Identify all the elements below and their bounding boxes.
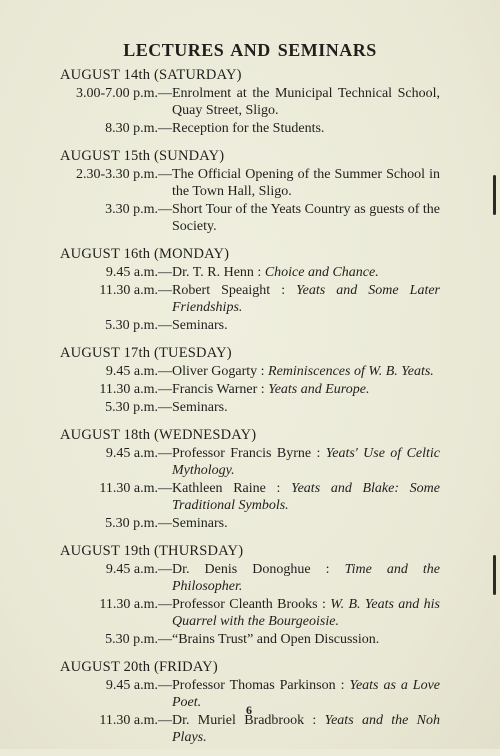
entry-text: “Brains Trust” and Open Discussion. — [172, 632, 380, 647]
schedule-entry — [0, 631, 500, 648]
entry-text: Professor Francis Byrne : — [172, 446, 321, 461]
entry-time-value: 11.30 a.m. — [99, 283, 158, 298]
day-heading: AUGUST 17th (TUESDAY) — [60, 345, 232, 361]
entry-description — [172, 264, 440, 281]
entry-time-value: 5.30 p.m. — [105, 318, 158, 333]
schedule-entry — [0, 399, 500, 416]
lecture-title: W. B. Yeats and his Quarrel with the Bourgeoisie. — [172, 597, 441, 629]
entry-description — [172, 515, 440, 532]
entry-time-value: 9.45 a.m. — [105, 446, 158, 461]
schedule-entry — [0, 480, 500, 514]
entry-text: Kathleen Raine : — [172, 481, 281, 496]
entry-time-value: 5.30 p.m. — [105, 516, 158, 531]
entry-time-value: 9.45 a.m. — [105, 562, 158, 577]
entry-time-value: 11.30 a.m. — [99, 382, 158, 397]
lecture-title: Time and the Philosopher. — [172, 562, 440, 594]
lecture-title: Yeats and the Noh Plays. — [172, 713, 440, 745]
staple-lower — [493, 555, 496, 595]
day-heading: AUGUST 15th (SUNDAY) — [60, 148, 225, 164]
day-heading: AUGUST 14th (SATURDAY) — [60, 67, 242, 83]
entry-time: 5.30 p.m.— — [105, 516, 172, 531]
entry-time: 9.45 a.m.— — [105, 562, 172, 577]
lecture-title: Yeats as a Love Poet. — [172, 678, 441, 710]
entry-text: Seminars. — [172, 516, 228, 531]
day-section — [0, 245, 500, 334]
entry-description — [172, 712, 440, 746]
schedule-entry — [0, 363, 500, 380]
entry-time: 5.30 p.m.— — [105, 318, 172, 333]
lecture-title: Yeats and Europe. — [268, 382, 370, 397]
entry-text: Short Tour of the Yeats Country as guests of the Society. — [172, 202, 440, 234]
entry-text: Robert Speaight : — [172, 283, 286, 298]
entry-time: 11.30 a.m.— — [99, 283, 172, 298]
entry-text: Francis Warner : — [172, 382, 265, 397]
entry-description — [172, 399, 440, 416]
schedule-entry — [0, 264, 500, 281]
entry-time: 3.30 p.m.— — [105, 202, 172, 217]
entry-text: Dr. Denis Donoghue : — [172, 562, 330, 577]
entry-time: 11.30 a.m.— — [99, 382, 172, 397]
day-section — [0, 66, 500, 137]
day-section — [0, 658, 500, 746]
day-heading: AUGUST 19th (THURSDAY) — [60, 543, 244, 559]
lecture-title: Choice and Chance. — [264, 265, 379, 280]
entry-text: Dr. T. R. Henn : — [172, 265, 262, 280]
day-section — [0, 344, 500, 416]
entry-description — [172, 363, 440, 380]
entry-time: 9.45 a.m.— — [105, 446, 172, 461]
entry-description — [172, 317, 440, 334]
day-heading: AUGUST 18th (WEDNESDAY) — [60, 427, 257, 443]
day-section — [0, 542, 500, 648]
entry-time-value: 8.30 p.m. — [105, 121, 158, 136]
lecture-title: Yeats and Some Later Friendships. — [172, 283, 440, 315]
entry-time: 11.30 a.m.— — [99, 597, 172, 612]
entry-text: Seminars. — [172, 318, 228, 333]
lecture-title: Reminiscences of W. B. Yeats. — [268, 364, 434, 379]
entry-time: 9.45 a.m.— — [105, 265, 172, 280]
entry-time: 11.30 a.m.— — [99, 713, 172, 728]
day-section — [0, 147, 500, 235]
entry-time-value: 11.30 a.m. — [99, 713, 158, 728]
entry-time-value: 9.45 a.m. — [105, 265, 158, 280]
entry-description — [172, 445, 440, 479]
lecture-title: Yeats and Blake: Some Traditional Symbols. — [172, 481, 441, 513]
entry-time-value: 11.30 a.m. — [99, 481, 158, 496]
entry-text: Oliver Gogarty : — [172, 364, 265, 379]
entry-description — [172, 677, 440, 711]
schedule-entry — [0, 120, 500, 137]
entry-text: Professor Thomas Parkinson : — [172, 678, 345, 693]
day-heading: AUGUST 16th (MONDAY) — [60, 246, 230, 262]
schedule-entry — [0, 282, 500, 316]
entry-text: Reception for the Students. — [172, 121, 325, 136]
schedule-entry — [0, 85, 500, 119]
entry-text: Enrolment at the Municipal Technical School, Quay Street, Sligo. — [172, 86, 440, 118]
entry-time: 9.45 a.m.— — [105, 678, 172, 693]
entry-time: 5.30 p.m.— — [105, 632, 172, 647]
lecture-title: Yeats' Use of Celtic Mythology. — [172, 446, 441, 478]
schedule-entry — [0, 166, 500, 200]
entry-description — [172, 201, 440, 235]
schedule-entry — [0, 381, 500, 398]
entry-time-value: 9.45 a.m. — [105, 678, 158, 693]
page-number: 6 — [246, 703, 252, 717]
schedule-entry — [0, 445, 500, 479]
schedule-entry — [0, 596, 500, 630]
entry-time: 3.00-7.00 p.m.— — [75, 86, 172, 101]
entry-text: The Official Opening of the Summer School in the Town Hall, Sligo. — [172, 167, 440, 199]
entry-time: 5.30 p.m.— — [105, 400, 172, 415]
staple-upper — [493, 175, 496, 215]
entry-description — [172, 282, 440, 316]
entry-time-value: 3.30 p.m. — [105, 202, 158, 217]
schedule-entry — [0, 561, 500, 595]
entry-time-value: 5.30 p.m. — [105, 632, 158, 647]
entry-description — [172, 480, 440, 514]
day-section — [0, 426, 500, 532]
entry-description — [172, 85, 440, 119]
entry-time-value: 3.00-7.00 p.m. — [75, 86, 158, 101]
schedule-entry — [0, 201, 500, 235]
entry-description — [172, 166, 440, 200]
schedule-entry — [0, 317, 500, 334]
entry-time-value: 9.45 a.m. — [105, 364, 158, 379]
entry-time: 8.30 p.m.— — [105, 121, 172, 136]
entry-description — [172, 120, 440, 137]
entry-time-value: 2.30-3.30 p.m. — [75, 167, 158, 182]
entry-description — [172, 381, 440, 398]
page-title: LECTURES AND SEMINARS — [123, 40, 377, 60]
entry-text: Dr. Muriel Bradbrook : — [172, 713, 317, 728]
entry-time: 11.30 a.m.— — [99, 481, 172, 496]
entry-time-value: 5.30 p.m. — [105, 400, 158, 415]
entry-description — [172, 631, 440, 648]
entry-time: 9.45 a.m.— — [105, 364, 172, 379]
schedule-entry — [0, 515, 500, 532]
entry-text: Professor Cleanth Brooks : — [172, 597, 326, 612]
entry-description — [172, 596, 440, 630]
entry-description — [172, 561, 440, 595]
entry-text: Seminars. — [172, 400, 228, 415]
entry-time: 2.30-3.30 p.m.— — [75, 167, 172, 182]
schedule — [0, 66, 500, 756]
day-heading: AUGUST 20th (FRIDAY) — [60, 659, 218, 675]
entry-time-value: 11.30 a.m. — [99, 597, 158, 612]
